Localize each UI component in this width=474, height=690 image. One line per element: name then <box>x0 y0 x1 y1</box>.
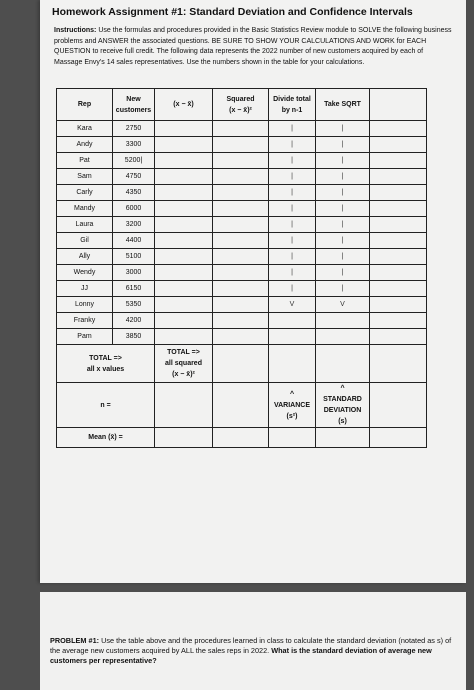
table-row <box>57 249 427 265</box>
rep-name-cell: Sam <box>57 169 113 185</box>
sqrt-arrow-cell: | <box>316 233 370 249</box>
table-row <box>57 281 427 297</box>
empty-cell <box>370 297 427 313</box>
n-label: n = <box>57 383 155 428</box>
empty-cell <box>370 383 427 428</box>
empty-cell <box>370 121 427 137</box>
squared-cell <box>213 217 269 233</box>
header-divide-line2: by n-1 <box>281 106 303 114</box>
empty-cell <box>370 153 427 169</box>
divide-arrow-cell <box>269 313 316 329</box>
divide-arrow-cell: | <box>269 265 316 281</box>
sqrt-arrow-cell: | <box>316 201 370 217</box>
rep-name-cell: Laura <box>57 217 113 233</box>
variance-line3: (s²) <box>286 412 298 420</box>
problem-paragraph <box>50 636 458 666</box>
rep-name-cell: Kara <box>57 121 113 137</box>
divide-arrow-cell <box>269 329 316 345</box>
sqrt-arrow-cell <box>316 329 370 345</box>
stdev-line4: (s) <box>338 418 347 425</box>
squared-cell <box>213 297 269 313</box>
header-squared-line1: Squared <box>226 95 255 103</box>
rep-name-cell: Franky <box>57 313 113 329</box>
customers-cell: 2750 <box>113 121 155 137</box>
empty-cell <box>370 185 427 201</box>
sqrt-arrow-cell: | <box>316 169 370 185</box>
divide-arrow-cell: | <box>269 249 316 265</box>
empty-cell <box>370 329 427 345</box>
header-deviation: (x − x̄) <box>155 89 213 121</box>
header-new-customers-line2: customers <box>115 106 152 114</box>
deviation-cell <box>155 233 213 249</box>
squared-cell <box>213 201 269 217</box>
customers-cell: 5350 <box>113 297 155 313</box>
total-squared-label <box>155 345 213 383</box>
squared-cell <box>213 169 269 185</box>
deviation-cell <box>155 265 213 281</box>
rep-name-cell: Wendy <box>57 265 113 281</box>
rep-name-cell: Carly <box>57 185 113 201</box>
divide-arrow-cell: | <box>269 121 316 137</box>
divide-arrow-cell: | <box>269 233 316 249</box>
customers-cell: 4200 <box>113 313 155 329</box>
mean-blank-3 <box>269 428 316 448</box>
squared-cell <box>213 313 269 329</box>
customers-cell: 3000 <box>113 265 155 281</box>
deviation-cell <box>155 249 213 265</box>
sqrt-arrow-cell: | <box>316 137 370 153</box>
deviation-cell <box>155 185 213 201</box>
rep-name-cell: Mandy <box>57 201 113 217</box>
sqrt-arrow-cell: | <box>316 217 370 233</box>
empty-cell <box>370 265 427 281</box>
squared-cell <box>213 153 269 169</box>
deviation-cell <box>155 329 213 345</box>
n-blank-2 <box>213 383 269 428</box>
variance-line1: ^ <box>289 390 295 398</box>
divide-arrow-cell: | <box>269 185 316 201</box>
squared-cell <box>213 265 269 281</box>
rep-name-cell: JJ <box>57 281 113 297</box>
customers-cell: 3850 <box>113 329 155 345</box>
deviation-cell <box>155 137 213 153</box>
table-row <box>57 185 427 201</box>
instructions-paragraph <box>54 26 452 68</box>
sqrt-arrow-cell: V <box>316 297 370 313</box>
mean-blank-4 <box>316 428 370 448</box>
instructions-text: Use the formulas and procedures provided in the Basic Statistics Review module to SOLVE the following business problems and ANSWER the associated questions. BE SURE TO SHOW YOUR CALCULATIONS AND WORK for EACH QUESTION to receive full credit. The following data represents the 2022 number of new customers acquired by each of Massage Envy's 14 sales representatives. Use the numbers shown in the table for your calculations. <box>54 27 452 66</box>
customers-cell: 5100 <box>113 249 155 265</box>
customers-cell: 6000 <box>113 201 155 217</box>
empty-cell <box>370 313 427 329</box>
divide-arrow-cell: | <box>269 281 316 297</box>
empty-cell <box>370 428 427 448</box>
mean-blank-1 <box>155 428 213 448</box>
total-squared-value <box>213 345 269 383</box>
header-new-customers-line1: New <box>126 95 141 103</box>
table-row <box>57 265 427 281</box>
calculation-table <box>56 88 427 448</box>
header-divide-line1: Divide total <box>273 95 311 103</box>
table-row <box>57 217 427 233</box>
table-row <box>57 233 427 249</box>
deviation-cell <box>155 217 213 233</box>
table-row <box>57 297 427 313</box>
rep-name-cell: Pam <box>57 329 113 345</box>
stdev-label <box>316 383 370 428</box>
squared-cell <box>213 281 269 297</box>
deviation-cell <box>155 153 213 169</box>
empty-cell <box>370 137 427 153</box>
sqrt-total-cell <box>316 345 370 383</box>
mean-row <box>57 428 427 448</box>
empty-cell <box>370 345 427 383</box>
sqrt-arrow-cell: | <box>316 281 370 297</box>
header-empty-cell <box>370 89 427 121</box>
header-row <box>57 89 427 121</box>
divide-arrow-cell: | <box>269 153 316 169</box>
problem-page <box>40 592 466 690</box>
table-row <box>57 121 427 137</box>
sqrt-arrow-cell: | <box>316 121 370 137</box>
squared-cell <box>213 121 269 137</box>
squared-cell <box>213 329 269 345</box>
header-squared <box>213 89 269 121</box>
variance-label <box>269 383 316 428</box>
total-squared-line1: TOTAL => <box>167 349 200 356</box>
empty-cell <box>370 217 427 233</box>
total-x-label <box>57 345 155 383</box>
customers-cell: 4350 <box>113 185 155 201</box>
instructions-label: Instructions: <box>54 27 97 34</box>
problem-label: PROBLEM #1: <box>50 636 100 645</box>
squared-cell <box>213 137 269 153</box>
squared-cell <box>213 249 269 265</box>
mean-blank-2 <box>213 428 269 448</box>
problem-text: Use the table above and the procedures learned in class to calculate the standard deviation (notated as s) of the average new customers acquired by ALL the sales reps in 2022. <box>50 636 452 655</box>
deviation-cell <box>155 169 213 185</box>
table-row <box>57 169 427 185</box>
table-row <box>57 137 427 153</box>
empty-cell <box>370 169 427 185</box>
problem-question: What is the standard deviation of average new customers per representative? <box>50 646 432 665</box>
deviation-cell <box>155 121 213 137</box>
header-rep: Rep <box>57 89 113 121</box>
customers-cell: 4400 <box>113 233 155 249</box>
empty-cell <box>370 281 427 297</box>
header-new-customers <box>113 89 155 121</box>
table-row <box>57 329 427 345</box>
table-row <box>57 201 427 217</box>
n-blank-1 <box>155 383 213 428</box>
sqrt-arrow-cell: | <box>316 265 370 281</box>
total-x-line2: all x values <box>86 365 125 373</box>
table-row <box>57 313 427 329</box>
empty-cell <box>370 201 427 217</box>
n-row <box>57 383 427 428</box>
deviation-cell <box>155 313 213 329</box>
sqrt-arrow-cell <box>316 313 370 329</box>
customers-cell: 3300 <box>113 137 155 153</box>
stdev-line2: STANDARD <box>323 396 362 403</box>
empty-cell <box>370 233 427 249</box>
customers-cell: 6150 <box>113 281 155 297</box>
sqrt-arrow-cell: | <box>316 153 370 169</box>
divide-arrow-cell: | <box>269 201 316 217</box>
total-x-line1: TOTAL => <box>89 354 122 362</box>
deviation-cell <box>155 297 213 313</box>
divide-arrow-cell: | <box>269 217 316 233</box>
divide-arrow-cell: | <box>269 169 316 185</box>
divide-arrow-cell: | <box>269 137 316 153</box>
squared-cell <box>213 233 269 249</box>
mean-label: Mean (x̄) = <box>57 428 155 448</box>
rep-name-cell: Ally <box>57 249 113 265</box>
divide-arrow-cell: V <box>269 297 316 313</box>
customers-cell: 3200 <box>113 217 155 233</box>
header-divide <box>269 89 316 121</box>
divide-total-cell <box>269 345 316 383</box>
total-squared-line2: all squared <box>165 360 202 367</box>
rep-name-cell: Gil <box>57 233 113 249</box>
sqrt-arrow-cell: | <box>316 249 370 265</box>
deviation-cell <box>155 281 213 297</box>
worksheet-page <box>40 0 466 583</box>
customers-cell: 5200| <box>113 153 155 169</box>
customers-cell: 4750 <box>113 169 155 185</box>
stdev-line1: ^ <box>340 385 345 392</box>
rep-name-cell: Andy <box>57 137 113 153</box>
stdev-line3: DEVIATION <box>323 407 362 414</box>
totals-row <box>57 345 427 383</box>
header-squared-line2: (x − x̄)² <box>229 106 252 114</box>
sqrt-arrow-cell: | <box>316 185 370 201</box>
squared-cell <box>213 185 269 201</box>
variance-line2: VARIANCE <box>273 401 311 409</box>
header-sqrt: Take SQRT <box>316 89 370 121</box>
table-row <box>57 153 427 169</box>
empty-cell <box>370 249 427 265</box>
rep-name-cell: Lonny <box>57 297 113 313</box>
assignment-title: Homework Assignment #1: Standard Deviation and Confidence Intervals <box>52 6 413 18</box>
rep-name-cell: Pat <box>57 153 113 169</box>
deviation-cell <box>155 201 213 217</box>
total-squared-line3: (x − x̄)² <box>172 371 195 378</box>
